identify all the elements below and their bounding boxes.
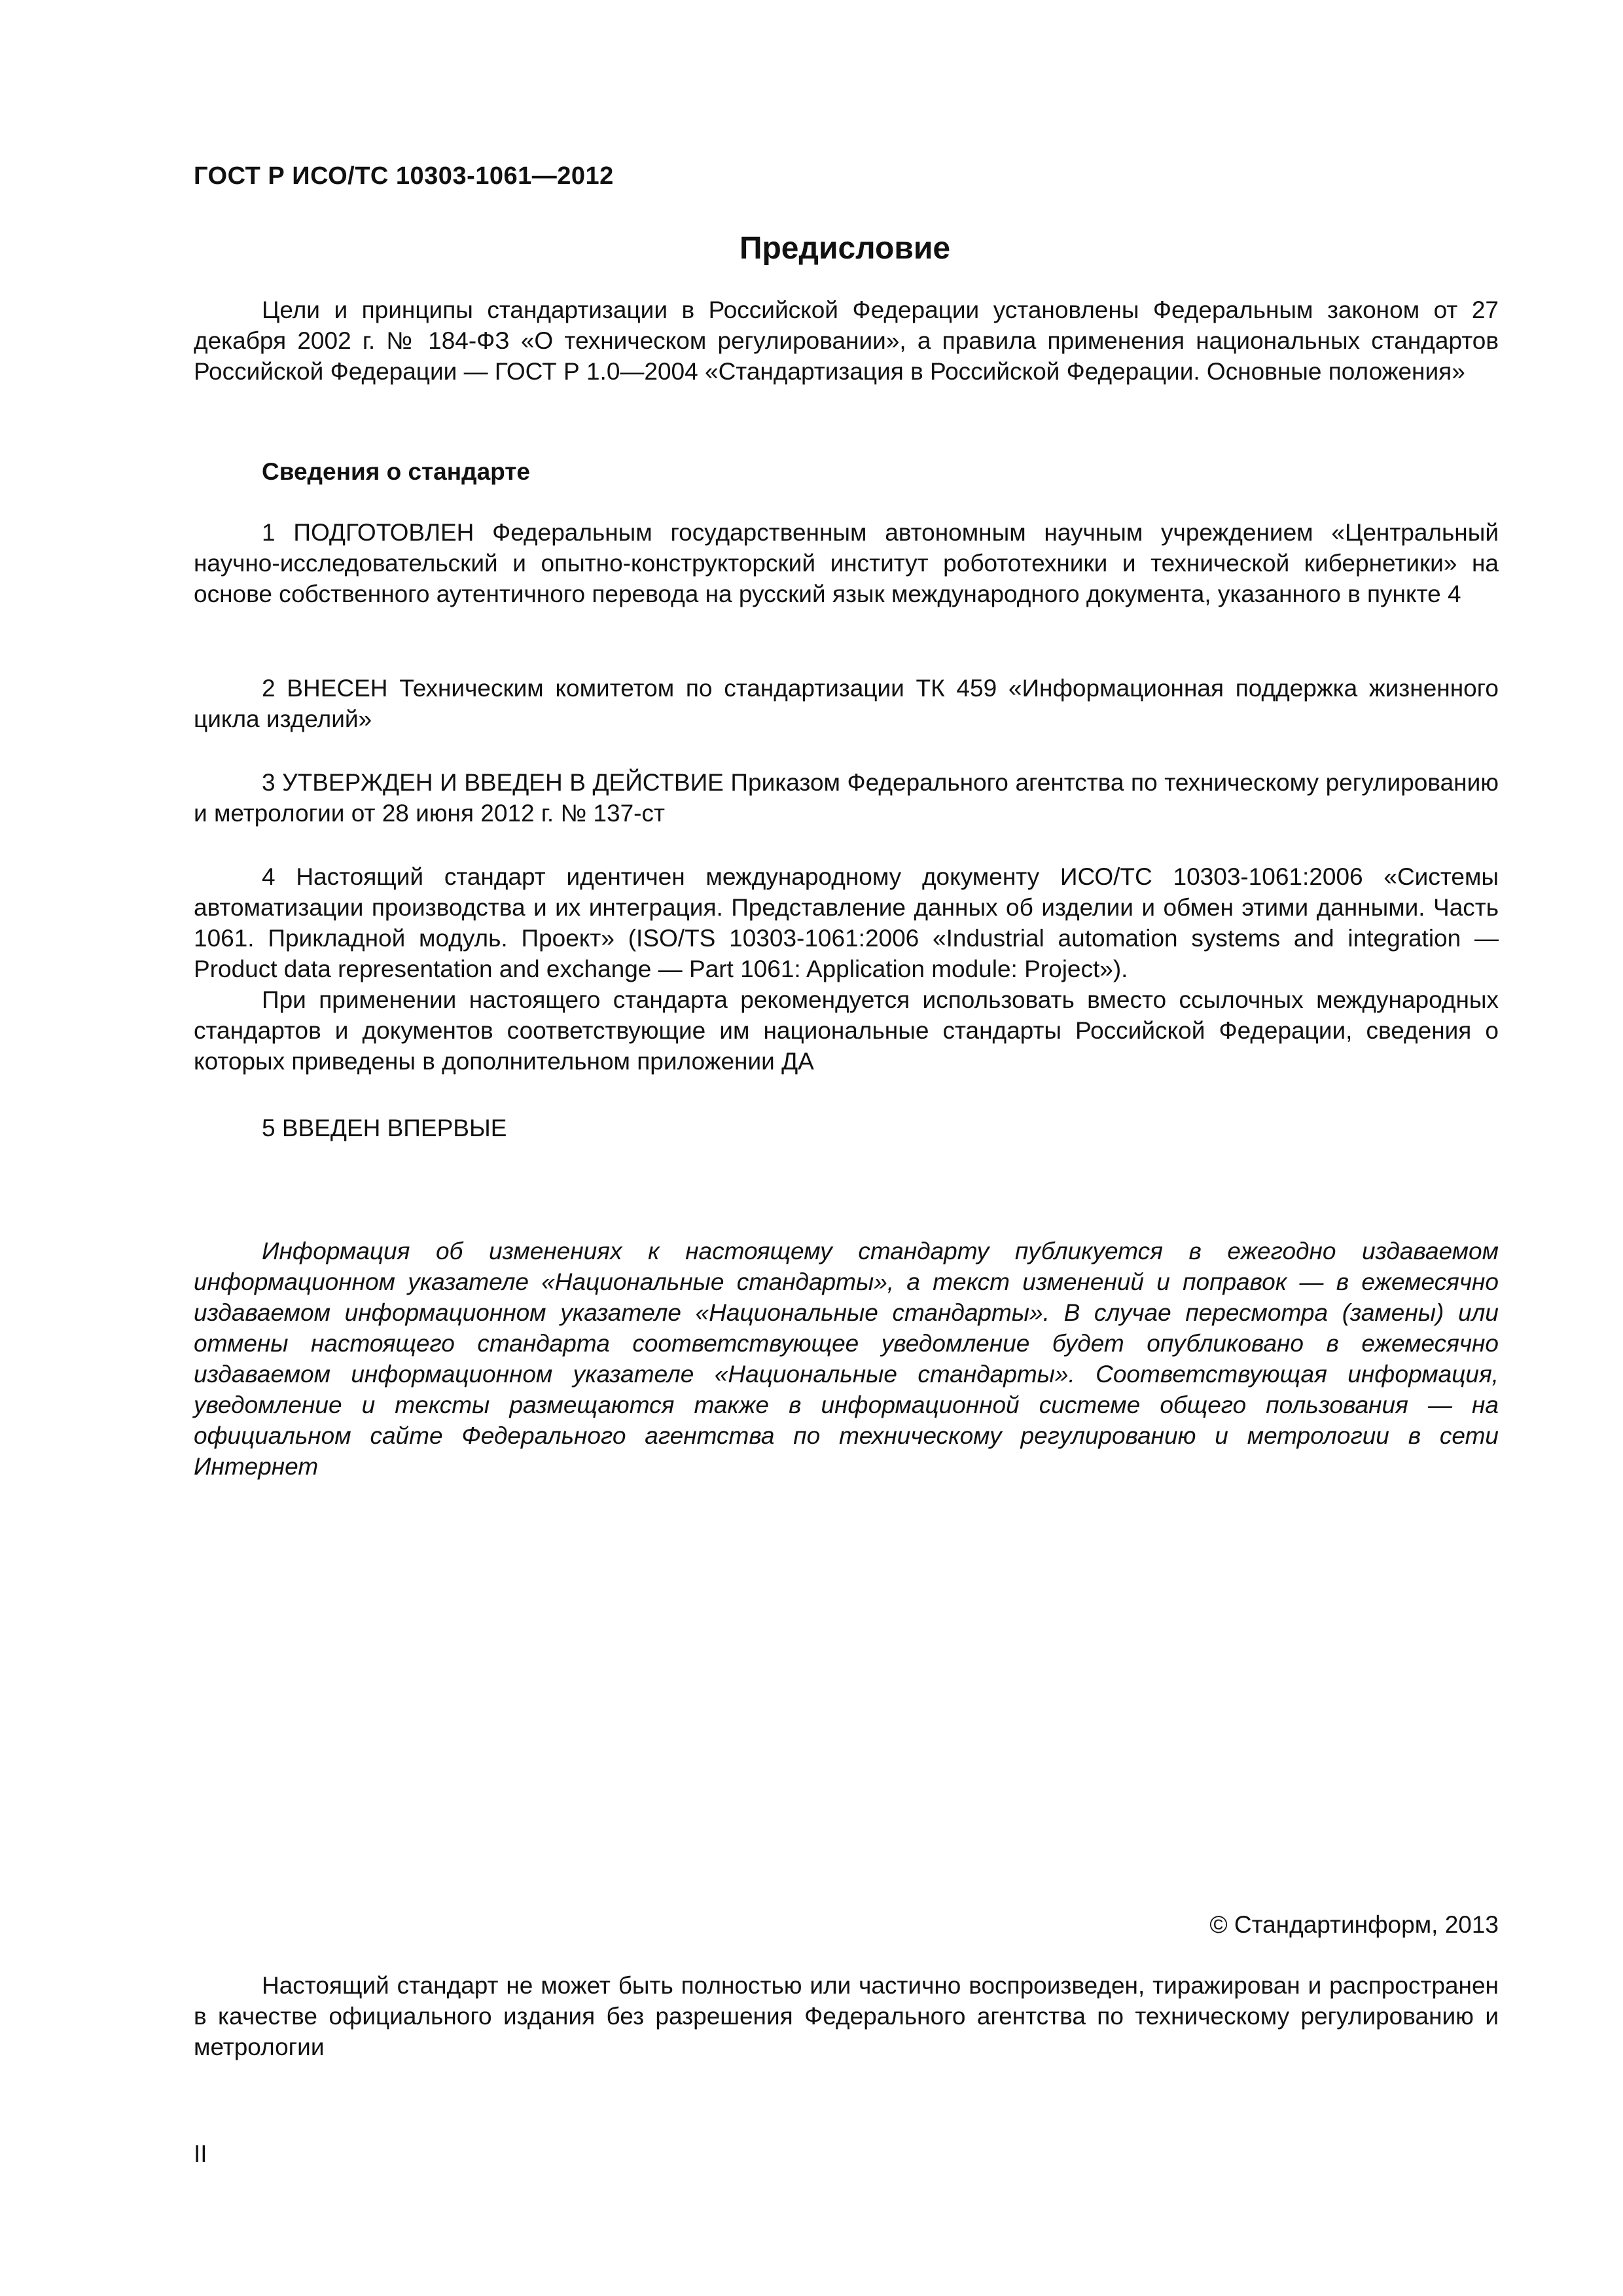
standard-designation: ГОСТ Р ИСО/ТС 10303-1061—2012: [194, 162, 614, 190]
copyright: © Стандартинформ, 2013: [1209, 1911, 1499, 1938]
item-4-note: При применении настоящего стандарта рекомендуется использовать вместо ссылочных международных стандартов и документов соответствующие им национальные стандарты Российской Федерации, сведения о которых приведены в дополнительном приложении ДА: [194, 986, 1499, 1075]
item-1-prepared: 1 ПОДГОТОВЛЕН Федеральным государственным автономным научным учреждением «Центральный научно-исследовательский и опытно-конструкторский институт робототехники и технической кибернетики» на основе собственного аутентичного перевода на русский язык международного документа, указанного в пункте 4: [194, 519, 1499, 607]
info-heading: Сведения о стандарте: [262, 458, 530, 485]
page-number: II: [194, 2140, 207, 2167]
change-information: Информация об изменениях к настоящему стандарту публикуется в ежегодно издаваемом информационном указателе «Национальные стандарты», а текст изменений и поправок — в ежемесячно издаваемом информационном указателе «Национальные стандарты». В случае пересмотра (замены) или отмены настоящего стандарта соответствующее уведомление будет опубликовано в ежемесячно издаваемом информационном указателе «Национальные стандарты». Соответствующая информация, уведомление и тексты размещаются также в информационной системе общего пользования — на официальном сайте Федерального агентства по техническому регулированию и метрологии в сети Интернет: [194, 1238, 1499, 1480]
page-title: Предисловие: [739, 231, 951, 266]
item-5-first-introduced: 5 ВВЕДЕН ВПЕРВЫЕ: [262, 1115, 507, 1141]
item-2-submitted: 2 ВНЕСЕН Техническим комитетом по стандартизации ТК 459 «Информационная поддержка жизненного цикла изделий»: [194, 675, 1499, 732]
item-3-approved: 3 УТВЕРЖДЕН И ВВЕДЕН В ДЕЙСТВИЕ Приказом Федерального агентства по техническому регулированию и метрологии от 28 июня 2012 г. № 137-ст: [194, 769, 1499, 827]
item-4-identical: 4 Настоящий стандарт идентичен международному документу ИСО/ТС 10303-1061:2006 «Системы автоматизации производства и их интеграция. Представление данных об изделии и обмен этими данными. Часть 1061. Прикладной модуль. Проект» (ISO/TS 10303-1061:2006 «Industrial automation systems and integration — Product data representation and exchange — Part 1061: Application module: Project»).: [194, 863, 1499, 982]
intro-paragraph: Цели и принципы стандартизации в Российской Федерации установлены Федеральным законом от 27 декабря 2002 г. № 184-ФЗ «О техническом регулировании», а правила применения национальных стандартов Российской Федерации — ГОСТ Р 1.0—2004 «Стандартизация в Российской Федерации. Основные положения»: [194, 296, 1499, 385]
reproduction-notice: Настоящий стандарт не может быть полностью или частично воспроизведен, тиражирован и распространен в качестве официального издания без разрешения Федерального агентства по техническому регулированию и метрологии: [194, 1972, 1499, 2060]
